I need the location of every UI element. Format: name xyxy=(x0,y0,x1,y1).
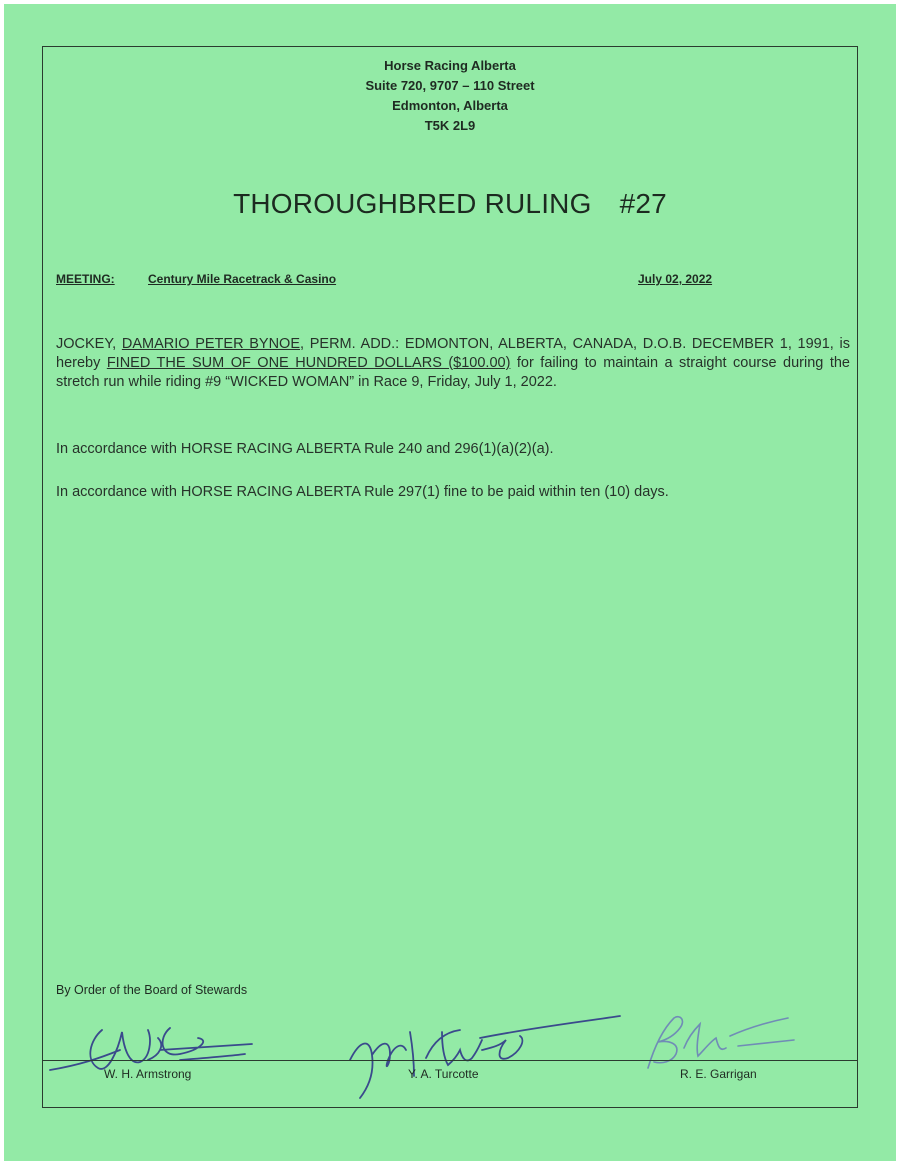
meeting-label: MEETING: xyxy=(56,272,115,286)
street-address: Suite 720, 9707 – 110 Street xyxy=(365,78,535,93)
meeting-date: July 02, 2022 xyxy=(638,272,713,286)
ruling-address-dob: , PERM. ADD.: EDMONTON, ALBERTA, CANADA, D.O.B. DECEMBER 1, 1991, is hereby xyxy=(56,336,850,371)
jockey-name: DAMARIO PETER BYNOE xyxy=(121,336,301,352)
board-order-text: By Order of the Board of Stewards xyxy=(56,983,248,997)
fine-amount: FINED THE SUM OF ONE HUNDRED DOLLARS ($100.00) xyxy=(106,355,511,371)
ruling-title xyxy=(0,188,900,220)
ruling-reason: for failing to maintain a straight course during the stretch run while riding #9 “WICKED WOMAN” in Race 9, Friday, July 1, 2022. xyxy=(56,355,850,390)
steward-name-3: R. E. Garrigan xyxy=(680,1067,757,1081)
ruling-paragraph xyxy=(56,335,850,392)
steward-name-1: W. H. Armstrong xyxy=(104,1067,192,1081)
org-name: Horse Racing Alberta xyxy=(384,58,516,73)
ruling-title-label: THOROUGHBRED RULING xyxy=(233,188,592,219)
ruling-number: #27 xyxy=(619,188,667,219)
city-province: Edmonton, Alberta xyxy=(392,98,508,113)
ruling-role: JOCKEY, xyxy=(56,336,122,352)
letterhead-address xyxy=(0,56,900,136)
steward-name-2: Y. A. Turcotte xyxy=(408,1067,479,1081)
postal-code: T5K 2L9 xyxy=(424,118,476,133)
payment-rule-paragraph: In accordance with HORSE RACING ALBERTA Rule 297(1) fine to be paid within ten (10) days. xyxy=(56,484,669,500)
meeting-venue: Century Mile Racetrack & Casino xyxy=(148,272,337,286)
signature-line xyxy=(42,1060,858,1061)
rule-reference-paragraph: In accordance with HORSE RACING ALBERTA Rule 240 and 296(1)(a)(2)(a). xyxy=(56,441,554,457)
